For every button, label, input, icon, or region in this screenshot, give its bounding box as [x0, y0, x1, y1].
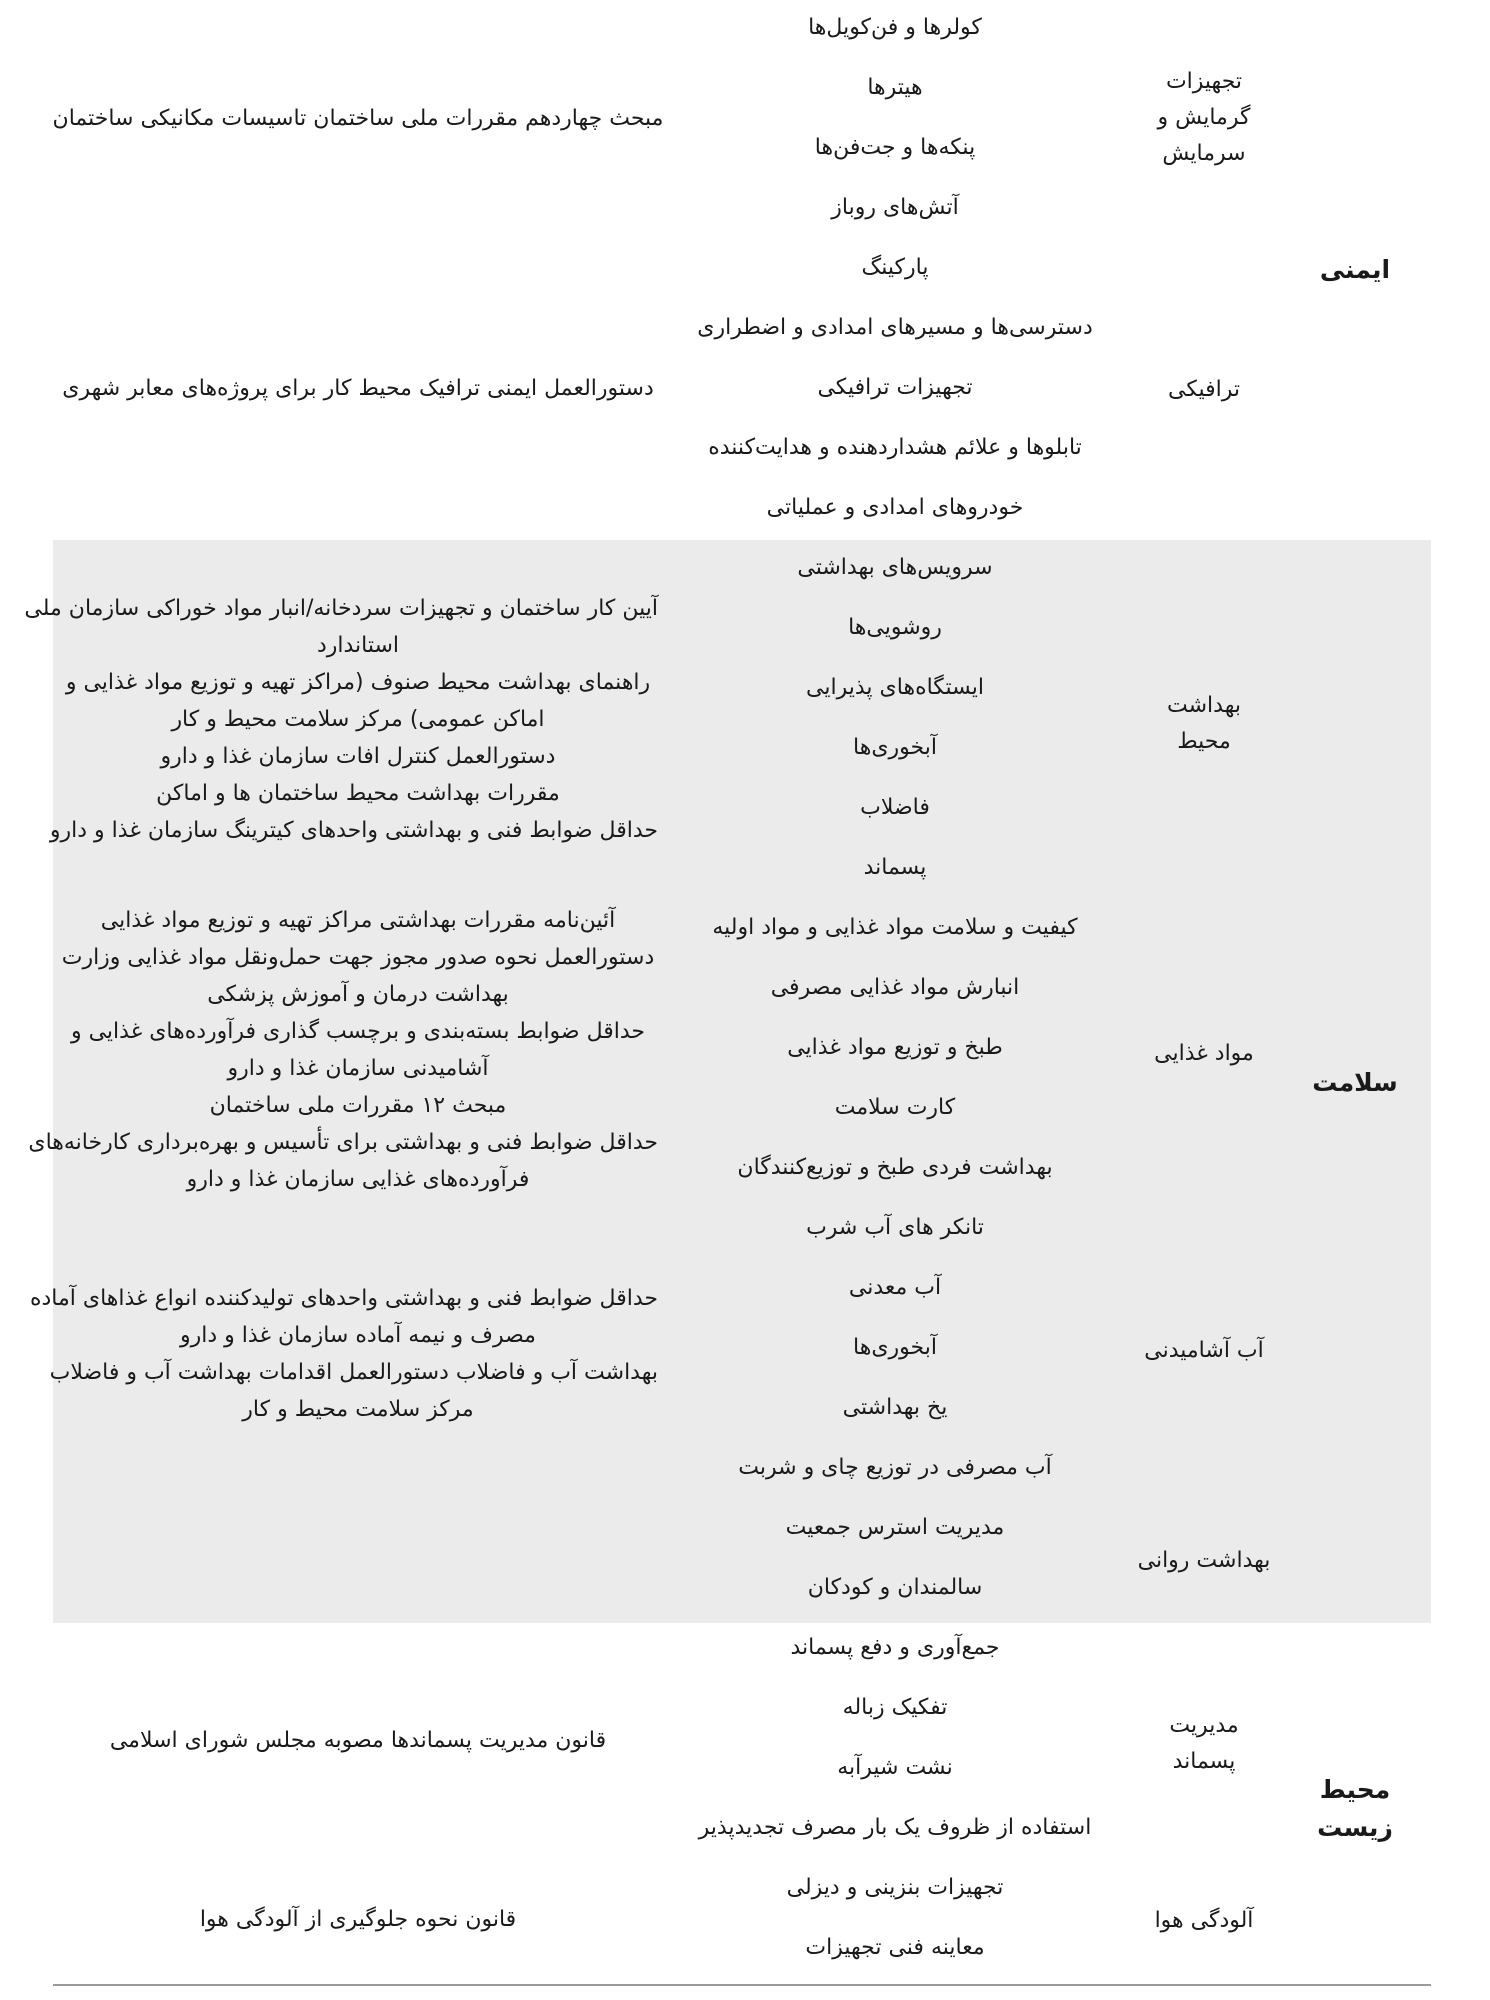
item-waste-collection: جمع‌آوری و دفع پسماند	[790, 1635, 1000, 1660]
item-gasoline-diesel-equipment: تجهیزات بنزینی و دیزلی	[786, 1875, 1004, 1900]
item-fans: پنکه‌ها و جت‌فن‌ها	[814, 135, 976, 160]
standard-line: حداقل ضوابط فنی و بهداشتی واحدهای تولیدکننده انواع غذاهای آماده	[29, 1286, 658, 1311]
subcategory-drinking-water: آب آشامیدنی	[1144, 1338, 1264, 1363]
standard-line: بهداشت درمان و آموزش پزشکی	[207, 982, 509, 1007]
standard-traffic: دستورالعمل ایمنی ترافیک محیط کار برای پروژه‌های معابر شهری	[62, 376, 654, 401]
standard-line: آشامیدنی سازمان غذا و دارو	[227, 1056, 489, 1081]
item-waste: پسماند	[863, 855, 927, 880]
item-leachate: نشت شیرآبه	[837, 1755, 953, 1780]
standard-line: مقررات بهداشت محیط ساختمان ها و اماکن	[156, 781, 560, 806]
item-drinking-fountains: آبخوری‌ها	[853, 735, 937, 760]
standards-env-health	[24, 590, 658, 849]
standard-line: مرکز سلامت محیط و کار	[242, 1397, 474, 1422]
standard-hvac: مبحث چهاردهم مقررات ملی ساختمان تاسیسات مکانیکی ساختمان	[52, 106, 664, 131]
item-waste-sorting: تفکیک زباله	[842, 1695, 948, 1720]
subcategory-hvac-line: سرمایش	[1162, 141, 1246, 166]
item-mineral-water: آب معدنی	[848, 1275, 942, 1300]
item-water-fountains: آبخوری‌ها	[853, 1335, 937, 1360]
item-disposable-containers: استفاده از ظروف یک بار مصرف تجدیدپذیر	[698, 1815, 1092, 1840]
item-coolers: کولرها و فن‌کویل‌ها	[808, 15, 982, 40]
standard-line: حداقل ضوابط فنی و بهداشتی واحدهای کیترینگ سازمان غذا و دارو	[49, 818, 658, 843]
item-toilets: سرویس‌های بهداشتی	[797, 555, 993, 580]
item-open-fires: آتش‌های روباز	[831, 195, 959, 220]
item-emergency-vehicles: خودروهای امدادی و عملیاتی	[766, 495, 1024, 520]
standard-air-pollution: قانون نحوه جلوگیری از آلودگی هوا	[199, 1907, 517, 1932]
standard-line: فرآورده‌های غذایی سازمان غذا و دارو	[186, 1167, 530, 1192]
category-safety: ایمنی	[1319, 255, 1391, 284]
subcategory-waste-line: پسماند	[1172, 1749, 1236, 1774]
item-warning-signs: تابلوها و علائم هشداردهنده و هدایت‌کننده	[708, 435, 1082, 460]
standard-line: آیین کار ساختمان و تجهیزات سردخانه/انبار مواد خوراکی سازمان ملی	[24, 596, 658, 621]
item-sewage: فاضلاب	[860, 795, 930, 820]
subcategory-hvac-line: گرمایش و	[1157, 105, 1251, 130]
subcategory-hvac-line: تجهیزات	[1165, 69, 1243, 94]
standard-line: دستورالعمل نحوه صدور مجوز جهت حمل‌ونقل مواد غذایی وزارت	[61, 945, 655, 970]
item-heaters: هیترها	[867, 75, 923, 100]
standard-line: راهنمای بهداشت محیط صنوف (مراکز تهیه و توزیع مواد غذایی و	[65, 670, 651, 695]
item-hygienic-ice: یخ بهداشتی	[842, 1395, 948, 1420]
item-tea-water: آب مصرفی در توزیع چای و شربت	[738, 1455, 1052, 1480]
item-washbasins: روشویی‌ها	[848, 615, 942, 640]
subcategory-env-health-line: بهداشت	[1167, 693, 1241, 718]
category-environment-line: زیست	[1317, 1813, 1393, 1842]
item-emergency-access: دسترسی‌ها و مسیرهای امدادی و اضطراری	[697, 315, 1093, 340]
item-food-storage: انبارش مواد غذایی مصرفی	[770, 975, 1020, 1000]
subcategory-traffic: ترافیکی	[1167, 377, 1241, 402]
item-technical-inspection: معاینه فنی تجهیزات	[805, 1935, 985, 1960]
standard-line: دستورالعمل کنترل افات سازمان غذا و دارو	[160, 744, 556, 769]
item-water-tankers: تانکر های آب شرب	[806, 1215, 984, 1240]
subcategory-hvac	[1158, 64, 1251, 172]
standard-line: مصرف و نیمه آماده سازمان غذا و دارو	[180, 1323, 536, 1348]
subcategory-air-pollution: آلودگی هوا	[1154, 1908, 1254, 1933]
standard-line: بهداشت آب و فاضلاب دستورالعمل اقدامات بهداشت آب و فاضلاب	[49, 1360, 658, 1385]
category-health: سلامت	[1312, 1068, 1398, 1097]
standard-line: حداقل ضوابط فنی و بهداشتی برای تأسیس و بهره‌برداری کارخانه‌های	[28, 1130, 658, 1155]
table-bottom-rule	[53, 1984, 1431, 1986]
item-personal-hygiene: بهداشت فردی طبخ و توزیع‌کنندگان	[737, 1155, 1053, 1180]
standard-waste: قانون مدیریت پسماندها مصوبه مجلس شورای اسلامی	[109, 1728, 607, 1753]
standard-line: آئین‌نامه مقررات بهداشتی مراکز تهیه و توزیع مواد غذایی	[100, 908, 616, 933]
item-elderly-children: سالمندان و کودکان	[807, 1575, 983, 1600]
item-food-quality: کیفیت و سلامت مواد غذایی و مواد اولیه	[712, 915, 1078, 940]
item-crowd-stress: مدیریت استرس جمعیت	[785, 1515, 1005, 1540]
standard-line: اماکن عمومی) مرکز سلامت محیط و کار	[171, 707, 545, 732]
subcategory-mental-health: بهداشت روانی	[1137, 1548, 1271, 1573]
standard-line: مبحث ۱۲ مقررات ملی ساختمان	[209, 1093, 507, 1118]
subcategory-env-health-line: محیط	[1177, 729, 1231, 754]
item-parking: پارکینگ	[861, 255, 929, 280]
item-catering-stations: ایستگاه‌های پذیرایی	[806, 675, 984, 700]
subcategory-env-health	[1167, 688, 1241, 760]
standards-drinking-water	[29, 1280, 658, 1428]
category-environment	[1317, 1771, 1393, 1847]
subcategory-food: مواد غذایی	[1154, 1041, 1254, 1066]
category-environment-line: محیط	[1319, 1775, 1391, 1804]
item-traffic-equipment: تجهیزات ترافیکی	[817, 375, 973, 400]
subcategory-waste-line: مدیریت	[1169, 1713, 1239, 1738]
standards-food	[28, 902, 658, 1198]
subcategory-waste	[1169, 1708, 1238, 1780]
item-cooking-distribution: طبخ و توزیع مواد غذایی	[787, 1035, 1003, 1060]
item-health-card: کارت سلامت	[834, 1095, 956, 1120]
standard-line: استاندارد	[316, 633, 400, 658]
standard-line: حداقل ضوابط بسته‌بندی و برچسب گذاری فرآورده‌های غذایی و	[70, 1019, 646, 1044]
